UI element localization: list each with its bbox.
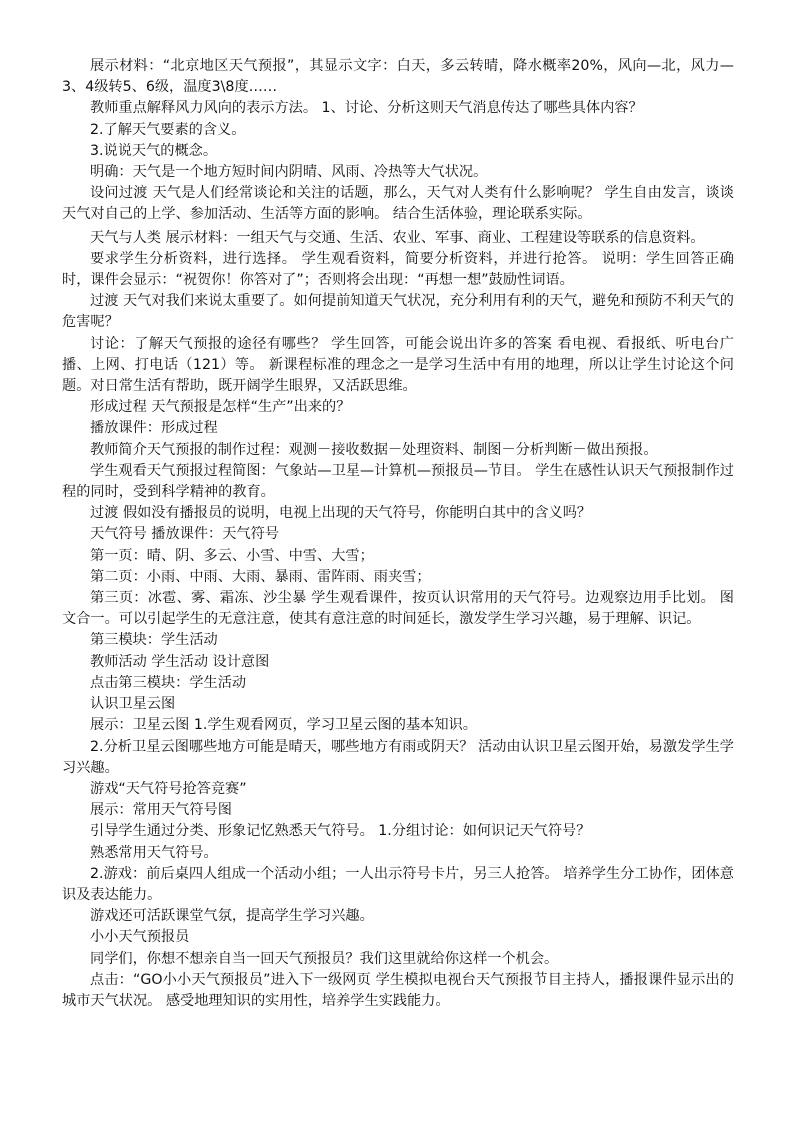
paragraph-game-title: 游戏“天气符号抢答竞赛” <box>90 780 247 797</box>
paragraph-definition: 明确：天气是一个地方短时间内阴晴、风雨、冷热等大气状况。 <box>90 164 488 181</box>
paragraph-transition-symbols: 过渡 假如没有播报员的说明，电视上出现的天气符号，你能明白其中的含义吗？ <box>90 505 592 522</box>
paragraph-game-benefit: 游戏还可活跃课堂气氛，提高学生学习兴趣。 <box>90 908 374 925</box>
paragraph-forecaster-click: 点击：“GO小小天气预报员”进入下一级网页 学生模拟电视台天气预报节目主持人，播报课件显示出的城市天气状况。 感受地理知识的实用性，培养学生实践能力。 <box>62 971 734 1009</box>
paragraph-weather-and-humans: 天气与人类 展示材料：一组天气与交通、生活、农业、军事、商业、工程建设等联系的信息资料。 <box>90 229 705 246</box>
document-body <box>62 56 734 1012</box>
paragraph-analyze-satellite: 2.分析卫星云图哪些地方可能是晴天，哪些地方有雨或阴天？ 活动由认识卫星云图开始，易激发学生学习兴趣。 <box>62 738 734 776</box>
paragraph-forming-process: 形成过程 天气预报是怎样“生产”出来的？ <box>90 399 351 416</box>
paragraph-show-satellite: 展示：卫星云图 1.学生观看网页，学习卫星云图的基本知识。 <box>90 717 477 734</box>
paragraph-show-symbols: 展示：常用天气符号图 <box>90 802 232 819</box>
paragraph-transition-question: 设问过渡 天气是人们经常谈论和关注的话题，那么，天气对人类有什么影响呢？ 学生自由发言，谈谈天气对自己的上学、参加活动、生活等方面的影响。 结合生活体验，理论联系实际。 <box>62 185 734 223</box>
paragraph-page-two: 第二页：小雨、中雨、大雨、暴雨、雷阵雨、雨夹雪； <box>90 568 431 585</box>
paragraph-forecast-steps: 教师简介天气预报的制作过程：观测－接收数据－处理资料、制图－分析判断－做出预报。 <box>90 441 658 458</box>
paragraph-analyze-materials: 要求学生分析资料，进行选择。 学生观看资料，简要分析资料，并进行抢答。 说明：学生回答正确时，课件会显示：“祝贺你！你答对了”；否则将会出现：“再想一想”鼓励性词语。 <box>62 250 734 289</box>
paragraph-satellite-title: 认识卫星云图 <box>90 696 176 713</box>
paragraph-play-courseware: 播放课件：形成过程 <box>90 420 218 437</box>
paragraph-click-module: 点击第三模块：学生活动 <box>90 674 247 691</box>
paragraph-forecast-diagram: 学生观看天气预报过程简图：气象站—卫星—计算机—预报员—节目。 学生在感性认识天气预报制作过程的同时，受到科学精神的教育。 <box>62 462 734 501</box>
paragraph-discussion: 讨论：了解天气预报的途径有哪些？ 学生回答，可能会说出许多的答案 看电视、看报纸、听电台广播、上网、打电话（121）等。 新课程标准的理念之一是学习生活中有用的地理，所以让学生讨论这个问题。对日常生活有帮助，既开阔学生眼界，又活跃思维。 <box>62 335 734 395</box>
paragraph-weather-symbols: 天气符号 播放课件：天气符号 <box>90 526 279 543</box>
paragraph-guide-students: 引导学生通过分类、形象记忆熟悉天气符号。 1.分组讨论：如何识记天气符号？ <box>90 823 591 840</box>
paragraph-game-rules: 2.游戏：前后桌四人组成一个活动小组；一人出示符号卡片，另三人抢答。 培养学生分工协作，团体意识及表达能力。 <box>62 865 734 903</box>
paragraph-activity-columns: 教师活动 学生活动 设计意图 <box>90 653 270 670</box>
paragraph-page-one: 第一页：晴、阴、多云、小雪、中雪、大雪； <box>90 547 374 564</box>
paragraph-page-three: 第三页：冰雹、雾、霜冻、沙尘暴 学生观看课件，按页认识常用的天气符号。边观察边用手比划。 图文合一。可以引起学生的无意注意，使其有意注意的时间延长，激发学生学习兴趣，易于理解、识记。 <box>62 590 734 628</box>
paragraph-forecaster-title: 小小天气预报员 <box>90 929 190 946</box>
paragraph-familiar-symbols: 熟悉常用天气符号。 <box>90 844 218 861</box>
paragraph-module-three: 第三模块：学生活动 <box>90 632 218 649</box>
paragraph-intro-material: 展示材料：“北京地区天气预报”，其显示文字：白天，多云转晴，降水概率20%，风向—北，风力—3、4级转5、6级，温度3\8度…… <box>62 58 734 96</box>
paragraph-teacher-explain: 教师重点解释风力风向的表示方法。 1、讨论、分析这则天气消息传达了哪些具体内容？ <box>90 100 643 117</box>
paragraph-weather-concept: 3.说说天气的概念。 <box>90 142 218 159</box>
paragraph-forecaster-invite: 同学们，你想不想亲自当一回天气预报员？我们这里就给你这样一个机会。 <box>90 950 559 967</box>
paragraph-transition-forecast: 过渡 天气对我们来说太重要了。如何提前知道天气状况，充分利用有利的天气，避免和预防不利天气的危害呢？ <box>62 293 734 331</box>
paragraph-weather-elements: 2.了解天气要素的含义。 <box>90 121 246 138</box>
